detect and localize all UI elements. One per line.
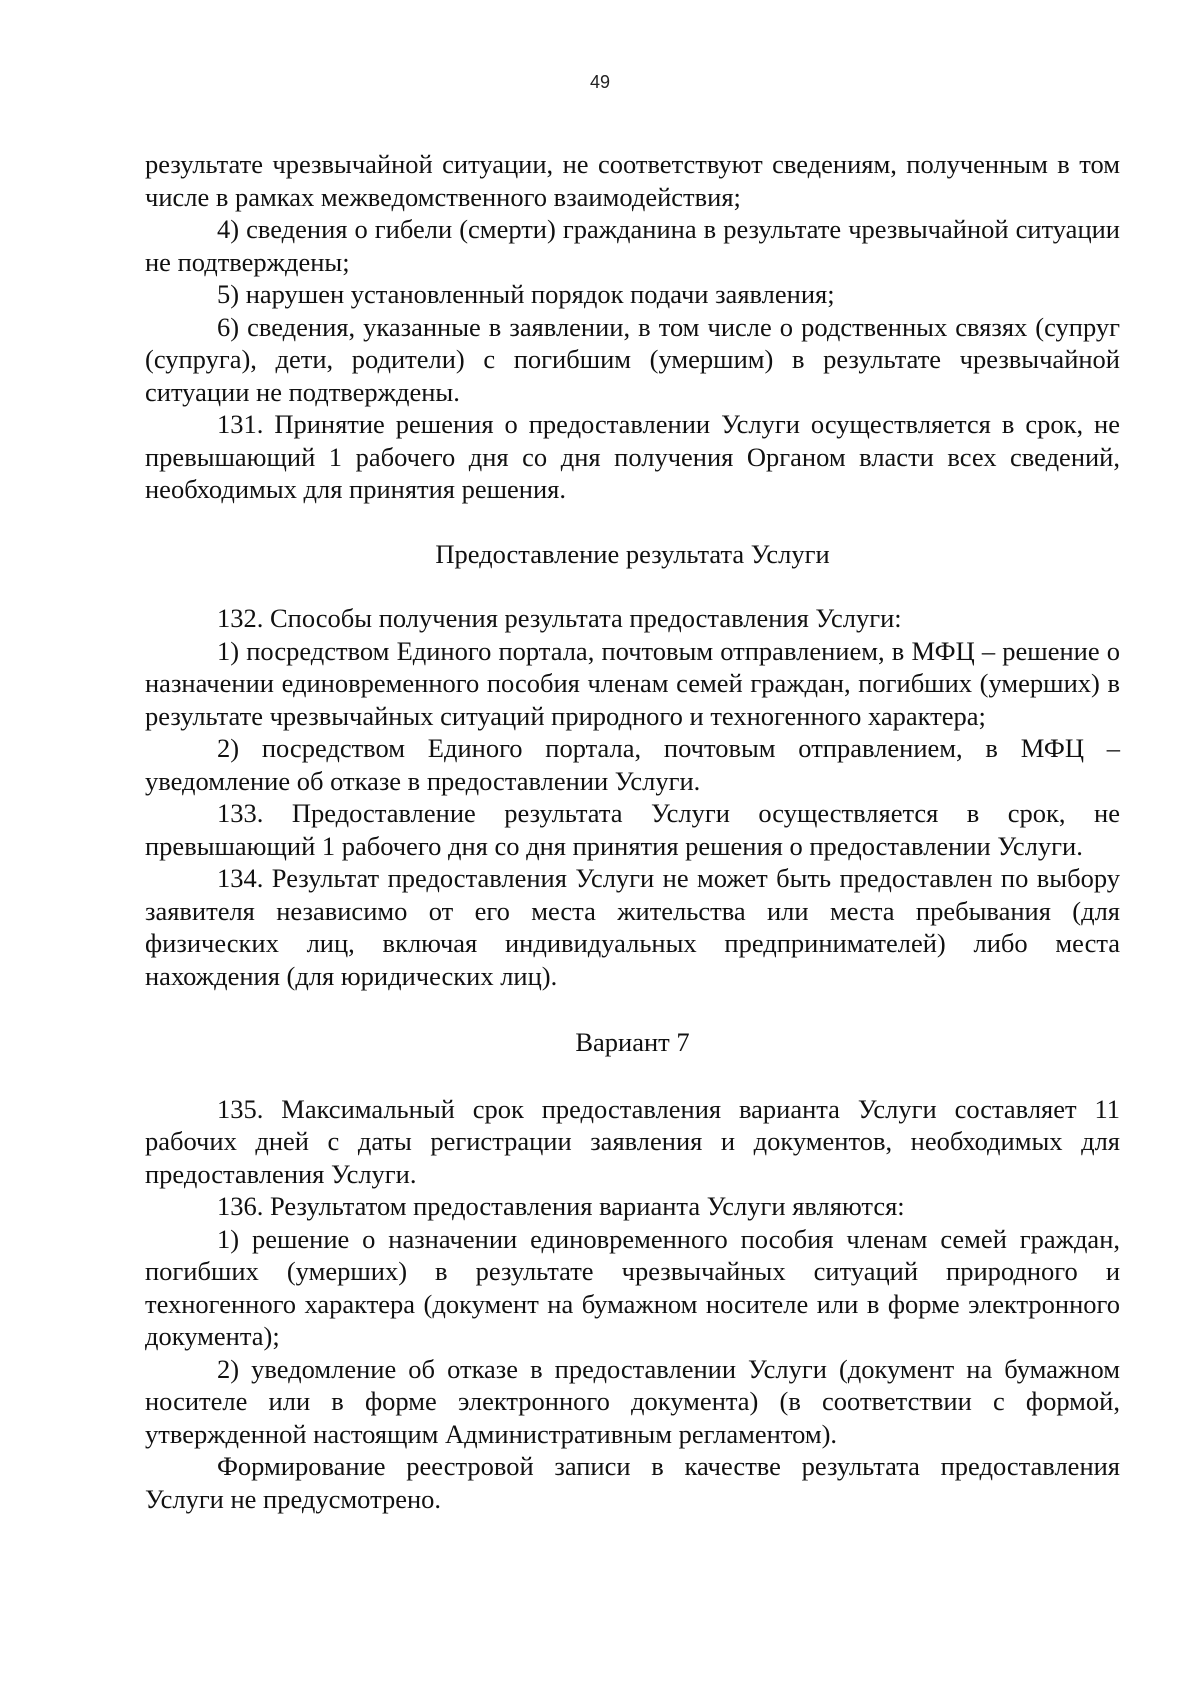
paragraph-136: 136. Результатом предоставления варианта Услуги являются: — [217, 1191, 905, 1221]
section-heading-variant: Вариант 7 — [575, 1027, 690, 1057]
paragraph-item-4: 4) сведения о гибели (смерти) гражданина в результате чрезвычайной ситуации не подтверждены; — [145, 214, 1120, 277]
paragraph-registry-note: Формирование реестровой записи в качестве результата предоставления Услуги не предусмотрено. — [145, 1451, 1120, 1514]
paragraph-133: 133. Предоставление результата Услуги осуществляется в срок, не превышающий 1 рабочего дня со дня принятия решения о предоставлении Услуги. — [145, 798, 1120, 861]
paragraph-136-item-1: 1) решение о назначении единовременного пособия членам семей граждан, погибших (умерших) в результате чрезвычайных ситуаций природного и техногенного характера (документ на бумажном носителе или в форме электронного документа); — [145, 1223, 1120, 1351]
paragraph-134: 134. Результат предоставления Услуги не может быть предоставлен по выбору заявителя независимо от его места жительства или места пребывания (для физических лиц, включая индивидуальных предпринимателей) либо места нахождения (для юридических лиц). — [145, 863, 1120, 991]
document-body — [145, 148, 1120, 1515]
paragraph-132-item-1: 1) посредством Единого портала, почтовым отправлением, в МФЦ – решение о назначении единовременного пособия членам семей граждан, погибших (умерших) в результате чрезвычайных ситуаций природного и техногенного характера; — [145, 635, 1120, 731]
section-heading-result: Предоставление результата Услуги — [435, 538, 830, 569]
paragraph-132: 132. Способы получения результата предоставления Услуги: — [217, 603, 902, 633]
paragraph-item-6: 6) сведения, указанные в заявлении, в том числе о родственных связях (супруг (супруга), дети, родители) с погибшим (умершим) в результате чрезвычайной ситуации не подтверждены. — [145, 311, 1120, 407]
paragraph-136-item-2: 2) уведомление об отказе в предоставлении Услуги (документ на бумажном носителе или в форме электронного документа) (в соответствии с формой, утвержденной настоящим Административным регламентом). — [145, 1353, 1120, 1449]
paragraph-132-item-2: 2) посредством Единого портала, почтовым отправлением, в МФЦ – уведомление об отказе в предоставлении Услуги. — [145, 733, 1120, 796]
page-number: 49 — [589, 72, 611, 92]
paragraph-131: 131. Принятие решения о предоставлении Услуги осуществляется в срок, не превышающий 1 рабочего дня со дня получения Органом власти всех сведений, необходимых для принятия решения. — [145, 409, 1120, 504]
paragraph-continuation: результате чрезвычайной ситуации, не соответствуют сведениям, полученным в том числе в рамках межведомственного взаимодействия; — [145, 149, 1120, 212]
paragraph-135: 135. Максимальный срок предоставления варианта Услуги составляет 11 рабочих дней с даты регистрации заявления и документов, необходимых для предоставления Услуги. — [145, 1093, 1120, 1189]
paragraph-item-5: 5) нарушен установленный порядок подачи заявления; — [217, 279, 835, 309]
